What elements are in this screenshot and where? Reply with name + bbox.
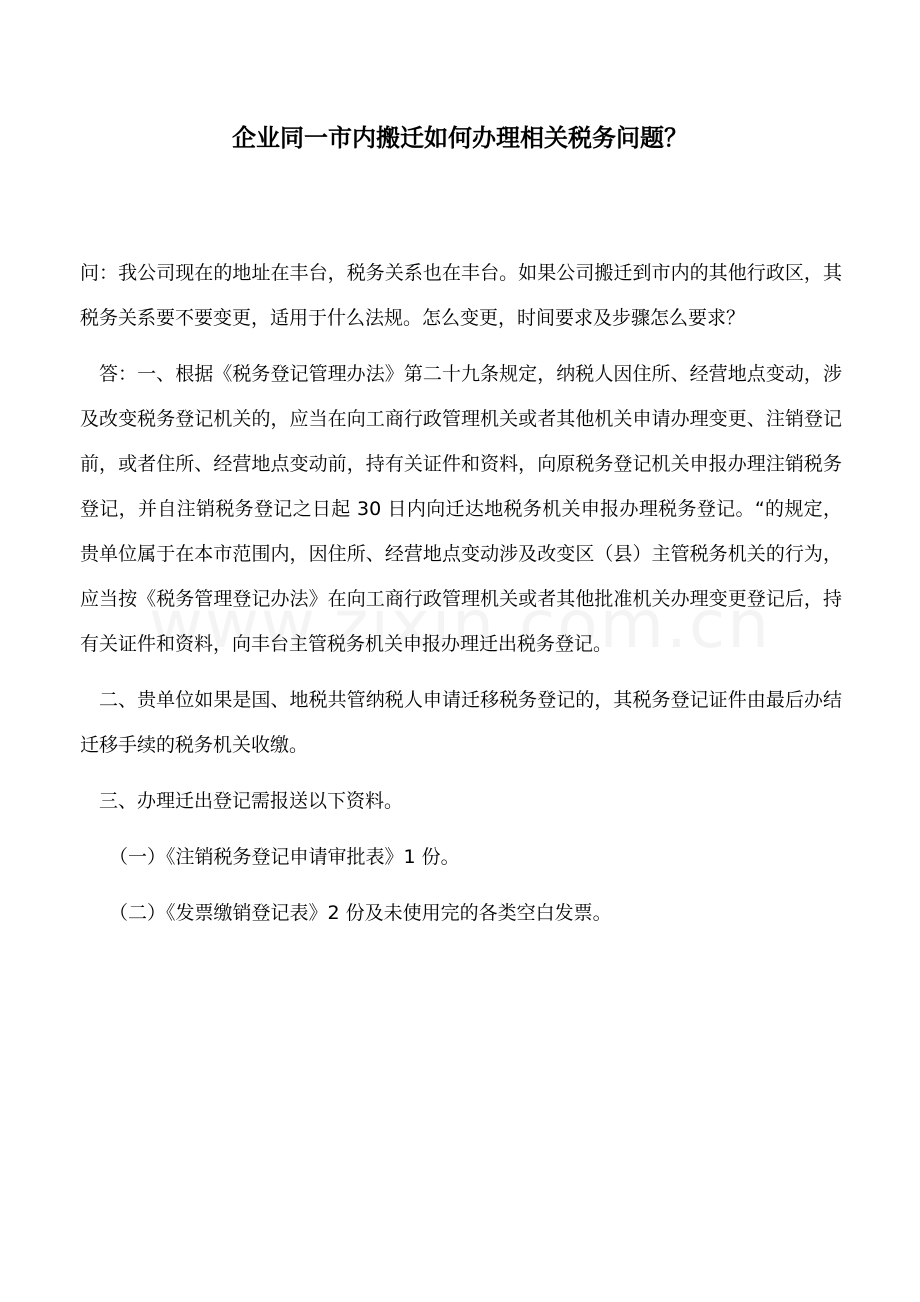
- paragraph-item-1: （一）《注销税务登记申请审批表》1 份。: [109, 846, 460, 868]
- paragraph-item-2: （二）《发票缴销登记表》2 份及未使用完的各类空白发票。: [109, 902, 612, 924]
- paragraph-answer-2: 二、贵单位如果是国、地税共管纳税人申请迁移税务登记的，其税务登记证件由最后办结迁移手续的税务机关收缴。: [80, 689, 842, 756]
- document-title: 企业同一市内搬迁如何办理相关税务问题？: [232, 123, 688, 152]
- paragraph-answer-1: 答：一、根据《税务登记管理办法》第二十九条规定，纳税人因住所、经营地点变动，涉及改变税务登记机关的，应当在向工商行政管理机关或者其他机关申请办理变更、注销登记前，或者住所、经营地点变动前，持有关证件和资料，向原税务登记机关申报办理注销税务登记，并自注销税务登记之日起 30 日内向迁达地税务机关申报办理税务登记。“的规定，贵单位属于在本市范围内，因住所、经营地点变动涉及改变区（县）主管税务机关的行为，应当按《税务管理登记办法》在向工商行政管理机关或者其他批准机关办理变更登记后，持有关证件和资料，向丰台主管税务机关申报办理迁出税务登记。: [80, 363, 842, 655]
- document-body: [80, 251, 842, 936]
- paragraph-answer-3: 三、办理迁出登记需报送以下资料。: [99, 790, 404, 812]
- paragraph-question: 问：我公司现在的地址在丰台，税务关系也在丰台。如果公司搬迁到市内的其他行政区，其税务关系要不要变更，适用于什么法规。怎么变更，时间要求及步骤怎么要求？: [80, 262, 842, 329]
